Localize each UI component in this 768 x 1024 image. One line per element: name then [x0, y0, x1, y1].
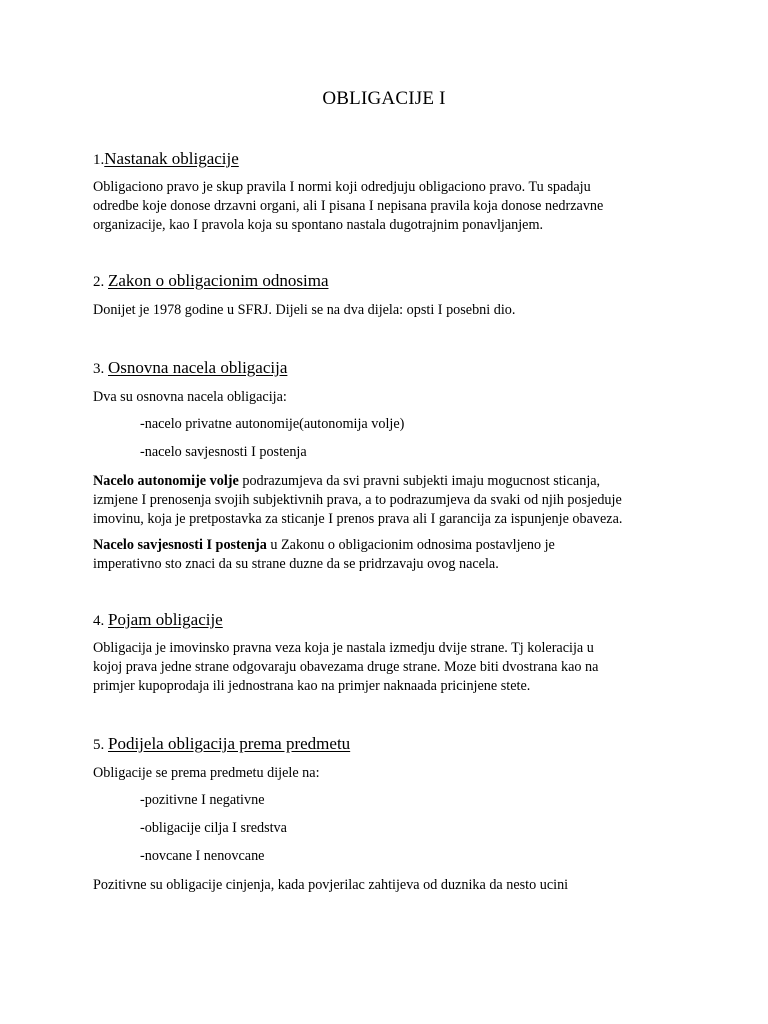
section-title: Osnovna nacela obligacija [108, 358, 288, 377]
section-heading-3 [93, 358, 287, 378]
paragraph-line: odredbe koje donose drzavni organi, ali I pisana I nepisana pravila koja donose nedrzavne [93, 198, 604, 214]
paragraph-line: imovinu, koja je pretpostavka za sticanje I prenos prava ali I garancija za ispunjenje obaveza. [93, 511, 623, 527]
paragraph-savjesnost [93, 536, 693, 574]
section-number: 1. [93, 152, 105, 168]
paragraph-line: izmjene I prenosenja svojih subjektivnih prava, a to podrazumjeva da svaki od njih posjeduje [93, 492, 622, 508]
list-item: -nacelo savjesnosti I postenja [140, 444, 307, 460]
paragraph-nastanak [93, 178, 693, 235]
section-title: Pojam obligacije [108, 610, 223, 629]
bold-term: Nacelo autonomije volje [93, 473, 239, 489]
section-heading-2 [93, 271, 329, 291]
section-heading-1 [93, 149, 239, 169]
list-item: -novcane I nenovcane [140, 848, 265, 864]
paragraph-zakon [93, 301, 693, 320]
list-item: -obligacije cilja I sredstva [140, 820, 287, 836]
section-title: Nastanak obligacije [104, 149, 239, 168]
paragraph-line: organizacije, kao I pravola koja su spontano nastala dugotrajnim ponavljanjem. [93, 217, 544, 233]
paragraph-pojam [93, 639, 693, 696]
paragraph-line: Pozitivne su obligacije cinjenja, kada povjerilac zahtijeva od duznika da nesto ucini [93, 877, 569, 893]
section-number: 2. [93, 274, 108, 290]
list-item: -pozitivne I negativne [140, 792, 265, 808]
section-title: Podijela obligacija prema predmetu [108, 734, 351, 753]
list-item: -nacelo privatne autonomije(autonomija volje) [140, 416, 405, 432]
paragraph-line: Donijet je 1978 godine u SFRJ. Dijeli se na dva dijela: opsti I posebni dio. [93, 302, 516, 318]
section-number: 3. [93, 361, 108, 377]
paragraph-line: imperativno sto znaci da su strane duzne da se pridrzavaju ovog nacela. [93, 556, 499, 572]
paragraph-line: Obligaciono pravo je skup pravila I normi koji odredjuju obligaciono pravo. Tu spadaju [93, 179, 591, 195]
document-title: OBLIGACIJE I [322, 88, 446, 109]
paragraph-text: u Zakonu o obligacionim odnosima postavljeno je [266, 537, 555, 553]
paragraph-intro-podijela [93, 764, 693, 783]
paragraph-line: Obligacija je imovinsko pravna veza koja je nastala izmedju dvije strane. Tj koleracija u [93, 640, 594, 656]
paragraph-line: primjer kupoprodaja ili jednostrana kao na primjer naknaada pricinjene stete. [93, 678, 531, 694]
paragraph-intro-nacela [93, 388, 693, 407]
bold-term: Nacelo savjesnosti I postenja [93, 537, 267, 553]
paragraph-autonomija [93, 472, 693, 529]
section-heading-4 [93, 610, 223, 630]
section-title: Zakon o obligacionim odnosima [108, 271, 329, 290]
paragraph-line: Obligacije se prema predmetu dijele na: [93, 765, 320, 781]
paragraph-text: podrazumjeva da svi pravni subjekti imaju mogucnost sticanja, [238, 473, 601, 489]
paragraph-closing [93, 876, 693, 895]
section-heading-5 [93, 734, 350, 754]
section-number: 5. [93, 737, 108, 753]
paragraph-line: Dva su osnovna nacela obligacija: [93, 389, 287, 405]
paragraph-line: kojoj prava jedne strane odgovaraju obavezama druge strane. Moze biti dvostrana kao na [93, 659, 599, 675]
section-number: 4. [93, 613, 108, 629]
